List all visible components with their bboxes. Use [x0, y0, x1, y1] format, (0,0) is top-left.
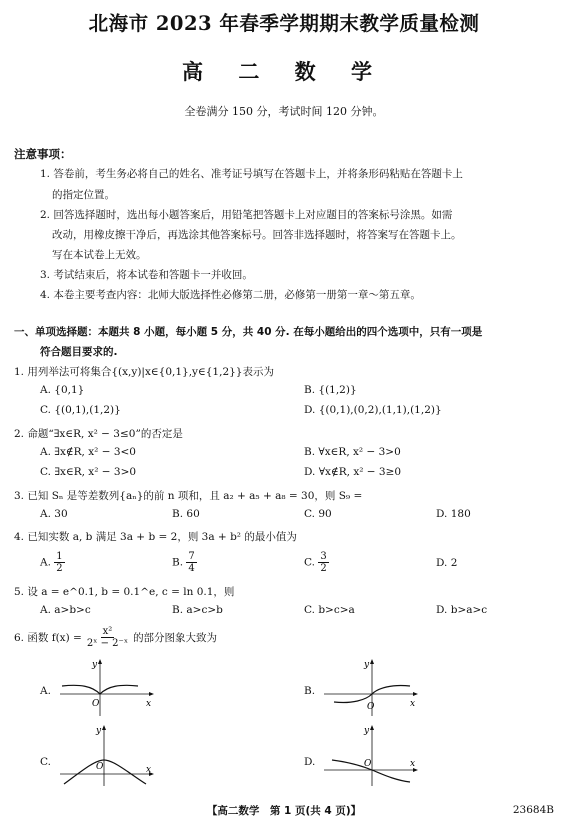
- stem-suffix: 的部分图象大致为: [133, 632, 218, 644]
- question-4-option-c: [304, 551, 329, 574]
- exam-title: 北海市 2023 年春季学期期末教学质量检测: [88, 12, 480, 35]
- option-label: C.: [304, 556, 315, 569]
- question-1-stem: 1. 用列举法可将集合{(x,y)|x∈{0,1},y∈{1,2}}表示为: [14, 366, 274, 378]
- question-3-stem: 3. 已知 Sₙ 是等差数列{aₙ}的前 n 项和，且 a₂ + a₅ + a₈ = 30，则 S₉ =: [14, 490, 363, 502]
- question-3-option-b: B. 60: [172, 508, 200, 520]
- question-1-option-a: A. {0,1}: [40, 384, 85, 396]
- graph-c-label: C.: [40, 756, 51, 768]
- question-5-option-b: B. a>c>b: [172, 604, 223, 616]
- notes-heading: 注意事项：: [14, 147, 72, 161]
- question-2-stem: 2. 命题“∃x∈R, x² − 3≤0”的否定是: [14, 428, 183, 440]
- question-2-option-d: D. ∀x∉R, x² − 3≥0: [304, 466, 402, 478]
- note-line-1: 1. 答卷前，考生务必将自己的姓名、准考证号填写在答题卡上，并将条形码粘贴在答题卡上: [40, 168, 463, 180]
- graph-b-label: B.: [304, 685, 316, 697]
- function-fraction: [85, 626, 130, 649]
- question-5-option-d: D. b>a>c: [436, 604, 488, 616]
- option-label: A.: [40, 556, 51, 569]
- question-2-option-a: A. ∃x∉R, x² − 3<0: [40, 446, 136, 458]
- question-3-option-a: A. 30: [40, 508, 68, 520]
- option-label: B.: [172, 556, 184, 569]
- function-curve: [64, 760, 146, 784]
- y-axis-label: y: [92, 660, 98, 670]
- question-3-option-c: C. 90: [304, 508, 332, 520]
- denominator: 2ˣ − 2⁻ˣ: [86, 638, 129, 649]
- graph-d: [322, 722, 422, 788]
- note-line-2: 的指定位置。: [52, 189, 115, 201]
- graph-b: [322, 656, 422, 718]
- denominator: 4: [188, 563, 195, 574]
- graph-d-label: D.: [304, 756, 316, 768]
- fraction: [54, 551, 64, 574]
- section-heading-line-2: 符合题目要求的.: [40, 346, 118, 358]
- graph-a: [58, 656, 158, 718]
- x-axis-arrow: [149, 692, 154, 696]
- fraction: [186, 551, 196, 574]
- question-5-option-c: C. b>c>a: [304, 604, 355, 616]
- origin-label: O: [367, 702, 375, 712]
- numerator: 3: [320, 551, 327, 562]
- question-4-option-b: [172, 551, 197, 574]
- x-axis-label: x: [410, 699, 416, 709]
- question-2-option-b: B. ∀x∈R, x² − 3>0: [304, 446, 401, 458]
- exam-info: 全卷满分 150 分，考试时间 120 分钟。: [184, 105, 384, 118]
- denominator: 2: [320, 563, 327, 574]
- fraction: [318, 551, 328, 574]
- x-axis-label: x: [410, 759, 416, 769]
- y-axis-arrow: [102, 725, 106, 730]
- note-line-7: 4. 本卷主要考查内容：北师大版选择性必修第二册，必修第一册第一章～第五章。: [40, 289, 421, 301]
- graph-c: [58, 722, 158, 788]
- numerator: 7: [188, 551, 195, 562]
- stem-prefix: 6. 函数 f(x) =: [14, 632, 82, 644]
- y-axis-label: y: [96, 726, 102, 736]
- y-axis-arrow: [370, 725, 374, 730]
- note-line-3: 2. 回答选择题时，选出每小题答案后，用铅笔把答题卡上对应题目的答案标号涂黑。如需: [40, 209, 453, 221]
- y-axis-label: y: [364, 660, 370, 670]
- question-1-option-c: C. {(0,1),(1,2)}: [40, 404, 121, 416]
- x-axis-arrow: [413, 692, 418, 696]
- x-axis-label: x: [146, 699, 152, 709]
- origin-label: O: [96, 762, 104, 772]
- subject-title: 高 二 数 学: [182, 59, 386, 84]
- numerator: x²: [102, 626, 113, 637]
- question-2-option-c: C. ∃x∈R, x² − 3>0: [40, 466, 137, 478]
- question-6-stem: [14, 626, 217, 649]
- x-axis-label: x: [146, 765, 152, 775]
- note-line-4: 改动，用橡皮擦干净后，再选涂其他答案标号。回答非选择题时，将答案写在答题卡上。: [52, 229, 462, 241]
- y-axis-arrow: [98, 659, 102, 664]
- graph-a-label: A.: [40, 685, 51, 697]
- question-4-option-a: [40, 551, 65, 574]
- question-4-option-d: D. 2: [436, 557, 458, 569]
- numerator: 1: [56, 551, 63, 562]
- origin-label: O: [364, 759, 372, 769]
- question-1-option-d: D. {(0,1),(0,2),(1,1),(1,2)}: [304, 404, 442, 416]
- question-5-option-a: A. a>b>c: [40, 604, 91, 616]
- page-footer: 【高二数学 第 1 页(共 4 页)】: [206, 805, 362, 817]
- note-line-5: 写在本试卷上无效。: [52, 249, 147, 261]
- question-1-option-b: B. {(1,2)}: [304, 384, 357, 396]
- origin-label: O: [92, 699, 100, 709]
- denominator: 2: [56, 563, 63, 574]
- question-3-option-d: D. 180: [436, 508, 471, 520]
- question-5-stem: 5. 设 a = e^0.1, b = 0.1^e, c = ln 0.1，则: [14, 586, 235, 598]
- question-4-stem: 4. 已知实数 a, b 满足 3a + b = 2，则 3a + b² 的最小值为: [14, 531, 297, 543]
- section-heading-line-1: 一、单项选择题：本题共 8 小题，每小题 5 分，共 40 分. 在每小题给出的四个选项中，只有一项是: [14, 326, 483, 338]
- y-axis-label: y: [364, 726, 370, 736]
- paper-code: 23684B: [512, 804, 554, 816]
- y-axis-arrow: [370, 659, 374, 664]
- note-line-6: 3. 考试结束后，将本试卷和答题卡一并收回。: [40, 269, 253, 281]
